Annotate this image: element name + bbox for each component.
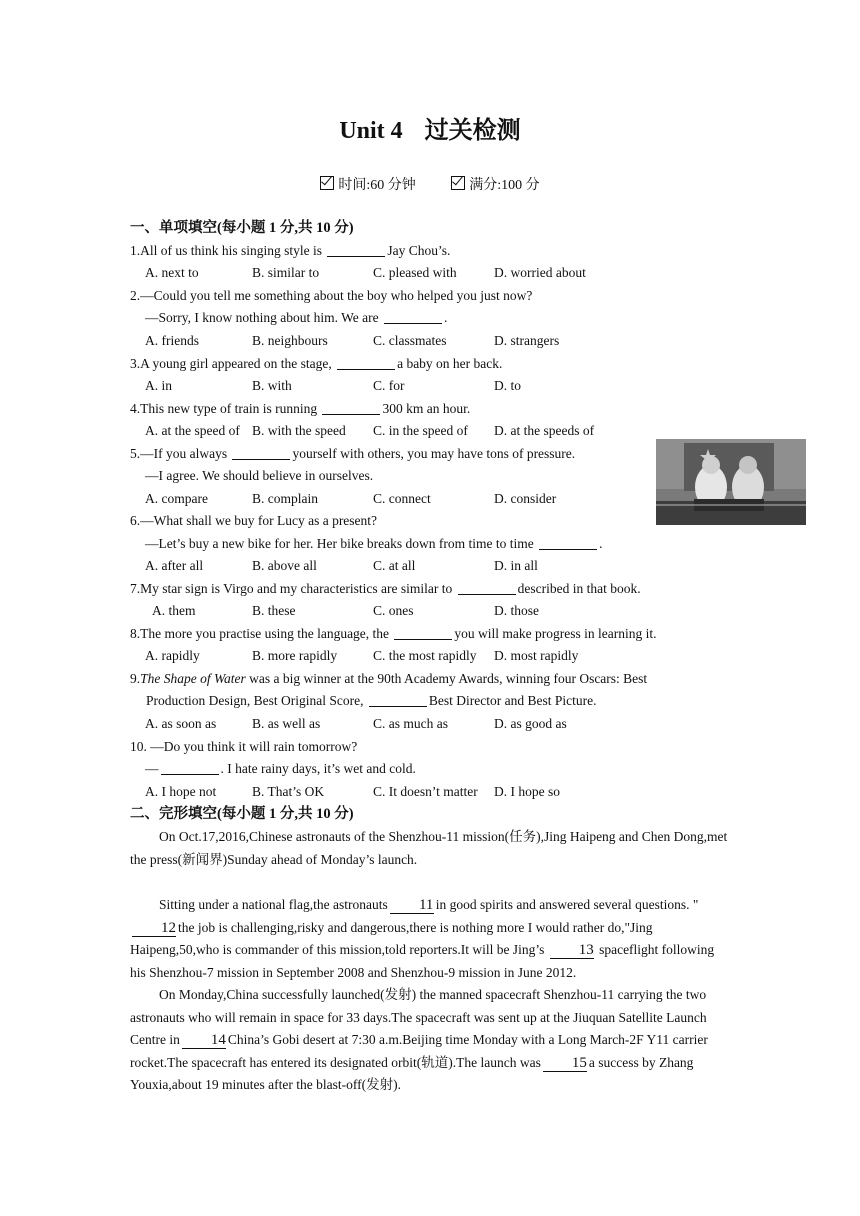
option-b: B. That’s OK: [252, 784, 325, 799]
option-a: A. compare: [145, 491, 208, 506]
option-d: D. I hope so: [494, 784, 560, 799]
option-c: C. in the speed of: [373, 423, 468, 438]
question-10: 10. —Do you think it will rain tomorrow?: [130, 739, 358, 754]
question-10-reply: — . I hate rainy days, it’s wet and cold.: [145, 761, 416, 776]
checkbox-icon: [320, 176, 334, 190]
option-a: A. in: [145, 378, 172, 393]
cloze-blank-13: 13: [550, 942, 594, 959]
question-3: 3.A young girl appeared on the stage, a baby on her back.: [130, 356, 503, 371]
option-a: A. rapidly: [145, 648, 200, 663]
option-b: B. as well as: [252, 716, 321, 731]
section-heading: 二、完形填空(每小题 1 分,共 10 分): [130, 806, 354, 822]
option-a: A. friends: [145, 333, 199, 348]
option-c: C. connect: [373, 491, 431, 506]
question-4: 4.This new type of train is running 300 km an hour.: [130, 401, 471, 416]
question-2: 2.—Could you tell me something about the boy who helped you just now?: [130, 288, 533, 303]
option-d: D. consider: [494, 491, 557, 506]
score-info: 满分:100 分: [451, 174, 539, 194]
option-d: D. in all: [494, 558, 538, 573]
option-b: B. with: [252, 378, 292, 393]
question-1: 1.All of us think his singing style is Jay Chou’s.: [130, 243, 451, 258]
option-c: C. It doesn’t matter: [373, 784, 478, 799]
option-c: C. for: [373, 378, 405, 393]
option-a: A. them: [152, 603, 196, 618]
title-unit: Unit 4: [339, 118, 403, 144]
option-b: B. above all: [252, 558, 317, 573]
cloze-paragraph-1: On Oct.17,2016,Chinese astronauts of the Shenzhou-11 mission(任务),Jing Haipeng and Chen Dong,met the press(新闻界)Sunday ahead of Monday’s launch.: [130, 829, 728, 867]
title-cn: 过关检测: [424, 118, 521, 144]
option-c: C. ones: [373, 603, 414, 618]
astronauts-illustration: [656, 439, 806, 525]
cloze-blank-12: 12: [132, 920, 176, 937]
option-b: B. complain: [252, 491, 318, 506]
exam-meta: [0, 174, 860, 194]
question-6: 6.—What shall we buy for Lucy as a present?: [130, 513, 378, 528]
astronauts-photo: [656, 439, 806, 525]
option-b: B. similar to: [252, 265, 320, 280]
option-c: C. at all: [373, 558, 416, 573]
time-info: 时间:60 分钟: [320, 174, 415, 194]
option-a: A. after all: [145, 558, 204, 573]
option-a: A. next to: [145, 265, 199, 280]
question-9-cont: Production Design, Best Original Score, Best Director and Best Picture.: [146, 693, 597, 708]
option-c: C. as much as: [373, 716, 448, 731]
cloze-paragraph-2: Sitting under a national flag,the astronauts 11 in good spirits and answered several questions. "12 the job is challenging,risky and dangerous,there is nothing more I would rather do,"Jing Haipeng,50,who is commander of this mission,told reporters.It will be Jing’s 13 spaceflight following his Shenzhou-7 mission in September 2008 and Shenzhou-9 mission in June 2012.: [130, 897, 715, 980]
cloze-blank-14: 14: [182, 1032, 226, 1049]
checkbox-icon: [451, 176, 465, 190]
question-5: 5.—If you always yourself with others, you may have tons of pressure.: [130, 446, 576, 461]
question-2-reply: —Sorry, I know nothing about him. We are .: [145, 310, 448, 325]
option-b: B. these: [252, 603, 296, 618]
option-a: A. I hope not: [145, 784, 217, 799]
option-b: B. more rapidly: [252, 648, 338, 663]
option-a: A. at the speed of: [145, 423, 240, 438]
cloze-blank-15: 15: [543, 1055, 587, 1072]
option-d: D. strangers: [494, 333, 560, 348]
option-b: B. neighbours: [252, 333, 328, 348]
option-d: D. as good as: [494, 716, 567, 731]
option-d: D. most rapidly: [494, 648, 579, 663]
question-6-reply: —Let’s buy a new bike for her. Her bike breaks down from time to time .: [145, 536, 603, 551]
option-d: D. worried about: [494, 265, 586, 280]
option-d: D. at the speeds of: [494, 423, 595, 438]
page-title: [0, 110, 860, 145]
cloze-paragraph-3: On Monday,China successfully launched(发射) the manned spacecraft Shenzhou-11 carrying the two astronauts who will remain in space for 33 days.The spacecraft was sent up at the Jiuquan Satellite Launch Centre in 14 China’s Gobi desert at 7:30 a.m.Beijing time Monday with a Long March-2F Y11 carrier rocket.The spacecraft has entered its designated orbit(轨道).The launch was 15 a success by Zhang Youxia,about 19 minutes after the blast-off(发射).: [130, 987, 708, 1092]
question-8: 8.The more you practise using the language, the you will make progress in learning it.: [130, 626, 657, 641]
option-d: D. to: [494, 378, 521, 393]
cloze-blank-11: 11: [390, 897, 434, 914]
option-b: B. with the speed: [252, 423, 346, 438]
question-7: 7.My star sign is Virgo and my characteristics are similar to described in that book.: [130, 581, 641, 596]
film-title: The Shape of Water: [140, 671, 246, 686]
option-a: A. as soon as: [145, 716, 217, 731]
question-9: 9.The Shape of Water was a big winner at the 90th Academy Awards, winning four Oscars: Best: [130, 671, 648, 686]
option-c: C. the most rapidly: [373, 648, 477, 663]
option-c: C. classmates: [373, 333, 447, 348]
option-c: C. pleased with: [373, 265, 457, 280]
question-5-reply: —I agree. We should believe in ourselves.: [145, 468, 374, 483]
section-heading: 一、单项填空(每小题 1 分,共 10 分): [130, 220, 354, 236]
option-d: D. those: [494, 603, 539, 618]
